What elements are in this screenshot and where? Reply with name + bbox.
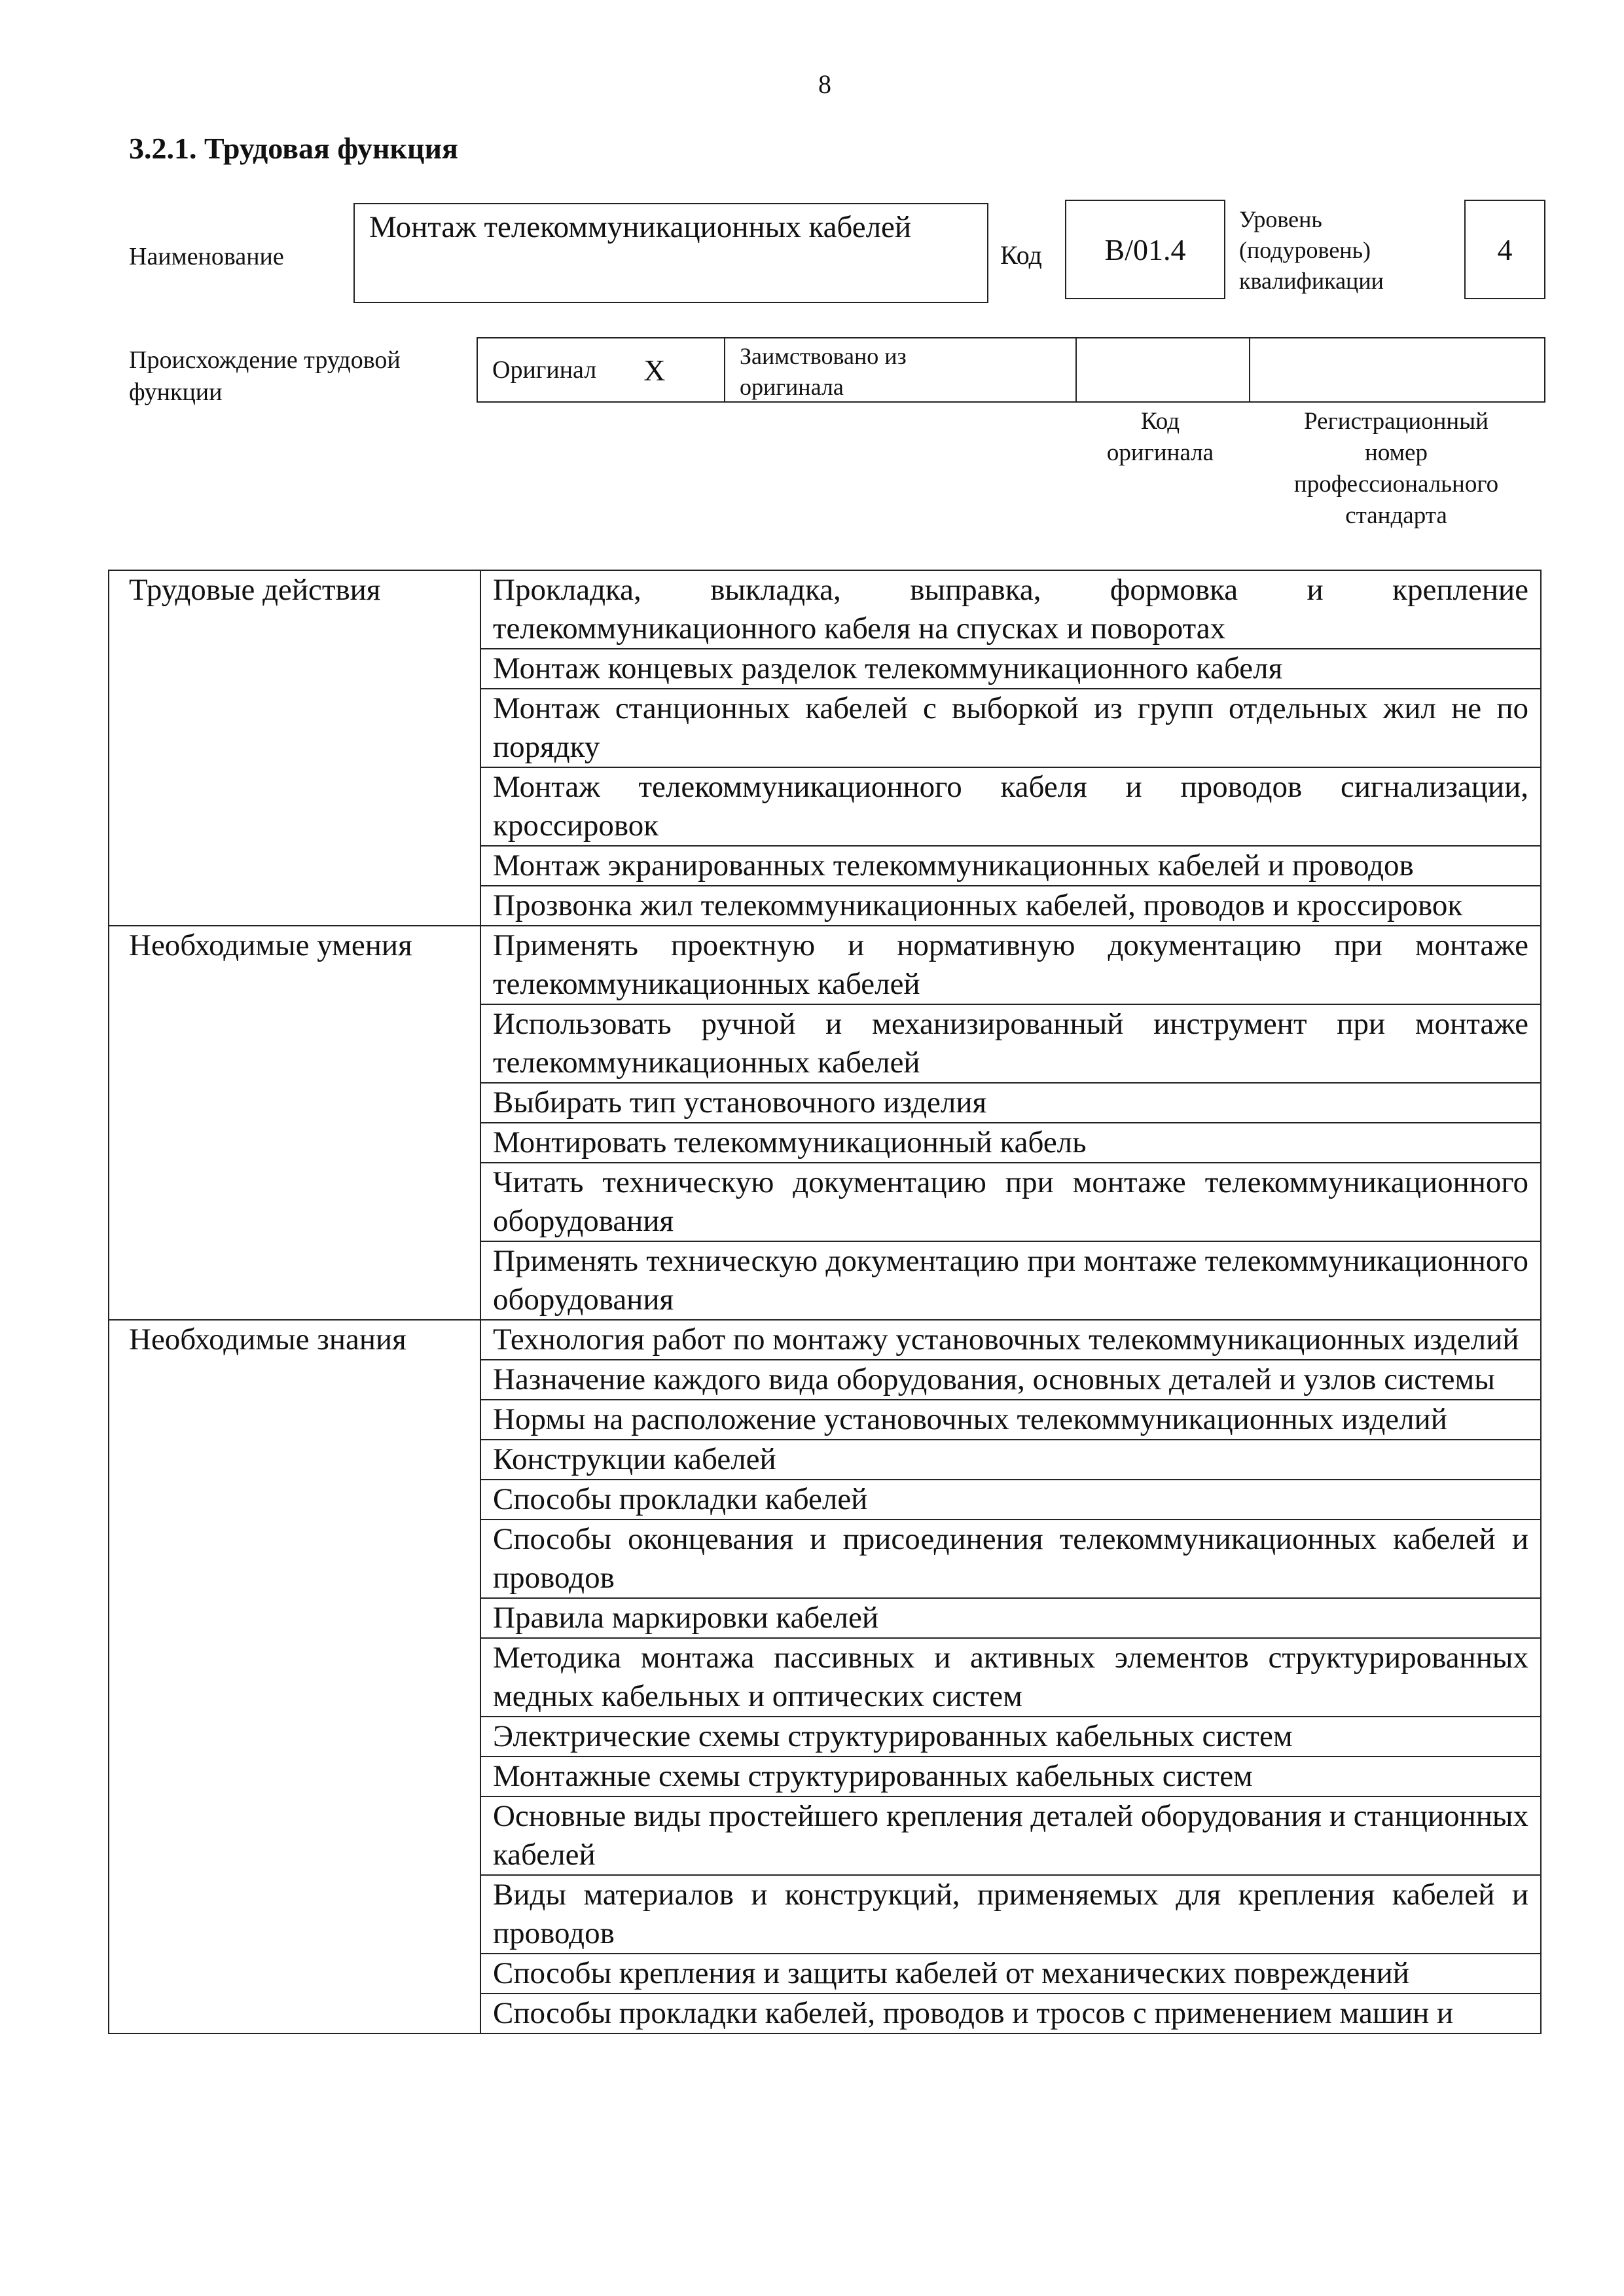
table-row xyxy=(109,926,1541,1004)
original-cell xyxy=(478,338,725,401)
section-item-cell: Применять проектную и нормативную документацию при монтаже телекоммуникационных кабелей xyxy=(480,926,1541,1004)
caption-line: профессионального xyxy=(1293,471,1499,498)
origin-label xyxy=(129,344,401,409)
section-item-cell: Нормы на расположение установочных телекоммуникационных изделий xyxy=(480,1400,1541,1440)
table-row xyxy=(109,1320,1541,1360)
reg-number-cell xyxy=(1250,338,1544,401)
borrowed-cell xyxy=(725,338,1077,401)
section-item-cell: Правила маркировки кабелей xyxy=(480,1598,1541,1638)
section-item-cell: Монтаж концевых разделок телекоммуникационного кабеля xyxy=(480,649,1541,689)
section-item-cell: Виды материалов и конструкций, применяемых для крепления кабелей и проводов xyxy=(480,1875,1541,1954)
section-item-cell: Технология работ по монтажу установочных телекоммуникационных изделий xyxy=(480,1320,1541,1360)
caption-line: стандарта xyxy=(1345,502,1447,530)
original-code-cell xyxy=(1077,338,1250,401)
section-item-cell: Способы крепления и защиты кабелей от механических повреждений xyxy=(480,1954,1541,1994)
section-item-cell: Методика монтажа пассивных и активных элементов структурированных медных кабельных и оптических систем xyxy=(480,1638,1541,1717)
section-item-cell: Монтаж экранированных телекоммуникационных кабелей и проводов xyxy=(480,846,1541,886)
caption-line: Регистрационный xyxy=(1304,408,1489,435)
section-item-cell: Читать техническую документацию при монтаже телекоммуникационного оборудования xyxy=(480,1163,1541,1241)
caption-line: Код xyxy=(1140,408,1180,435)
function-details-table xyxy=(108,570,1542,2034)
section-item-cell: Способы прокладки кабелей xyxy=(480,1480,1541,1520)
origin-table xyxy=(477,337,1545,403)
section-item-cell: Монтаж станционных кабелей с выборкой из групп отдельных жил не по порядку xyxy=(480,689,1541,767)
section-title: 3.2.1. Трудовая функция xyxy=(129,132,458,165)
section-title-cell: Необходимые умения xyxy=(109,926,480,1320)
caption-line: номер xyxy=(1365,439,1428,467)
section-item-cell: Способы оконцевания и присоединения телекоммуникационных кабелей и проводов xyxy=(480,1520,1541,1598)
origin-label-line: Происхождение трудовой xyxy=(129,346,401,374)
table-row xyxy=(109,570,1541,649)
section-item-cell: Назначение каждого вида оборудования, основных деталей и узлов системы xyxy=(480,1360,1541,1400)
section-title-cell: Необходимые знания xyxy=(109,1320,480,2033)
name-value: Монтаж телекоммуникационных кабелей xyxy=(353,203,988,303)
level-label-line: квалификации xyxy=(1239,267,1384,294)
original-label: Оригинал xyxy=(492,356,597,384)
section-item-cell: Конструкции кабелей xyxy=(480,1440,1541,1480)
section-item-cell: Прозвонка жил телекоммуникационных кабелей, проводов и кроссировок xyxy=(480,886,1541,926)
section-title-cell: Трудовые действия xyxy=(109,570,480,926)
section-item-cell: Прокладка, выкладка, выправка, формовка и крепление телекоммуникационного кабеля на спусках и поворотах xyxy=(480,570,1541,649)
original-code-caption xyxy=(1074,406,1247,469)
section-item-cell: Использовать ручной и механизированный инструмент при монтаже телекоммуникационных кабелей xyxy=(480,1004,1541,1083)
name-label: Наименование xyxy=(129,243,284,270)
code-value: B/01.4 xyxy=(1065,200,1225,299)
level-label-line: Уровень xyxy=(1239,206,1322,232)
origin-label-line: функции xyxy=(129,378,223,407)
section-item-cell: Способы прокладки кабелей, проводов и тросов с применением машин и xyxy=(480,1994,1541,2033)
borrowed-line: оригинала xyxy=(740,373,844,400)
level-label-line: (подуровень) xyxy=(1239,236,1371,263)
original-mark: X xyxy=(643,353,666,387)
level-label xyxy=(1239,204,1384,296)
section-item-cell: Выбирать тип установочного изделия xyxy=(480,1083,1541,1123)
section-item-cell: Электрические схемы структурированных кабельных систем xyxy=(480,1717,1541,1757)
section-item-cell: Основные виды простейшего крепления деталей оборудования и станционных кабелей xyxy=(480,1796,1541,1875)
reg-number-caption xyxy=(1247,406,1545,532)
page-number: 8 xyxy=(818,69,831,99)
section-item-cell: Монтаж телекоммуникационного кабеля и проводов сигнализации, кроссировок xyxy=(480,767,1541,846)
section-item-cell: Монтировать телекоммуникационный кабель xyxy=(480,1123,1541,1163)
section-item-cell: Применять техническую документацию при монтаже телекоммуникационного оборудования xyxy=(480,1241,1541,1320)
code-label: Код xyxy=(1000,240,1042,270)
borrowed-line: Заимствовано из xyxy=(740,343,907,369)
section-item-cell: Монтажные схемы структурированных кабельных систем xyxy=(480,1757,1541,1796)
caption-line: оригинала xyxy=(1106,439,1214,467)
level-value: 4 xyxy=(1464,200,1545,299)
